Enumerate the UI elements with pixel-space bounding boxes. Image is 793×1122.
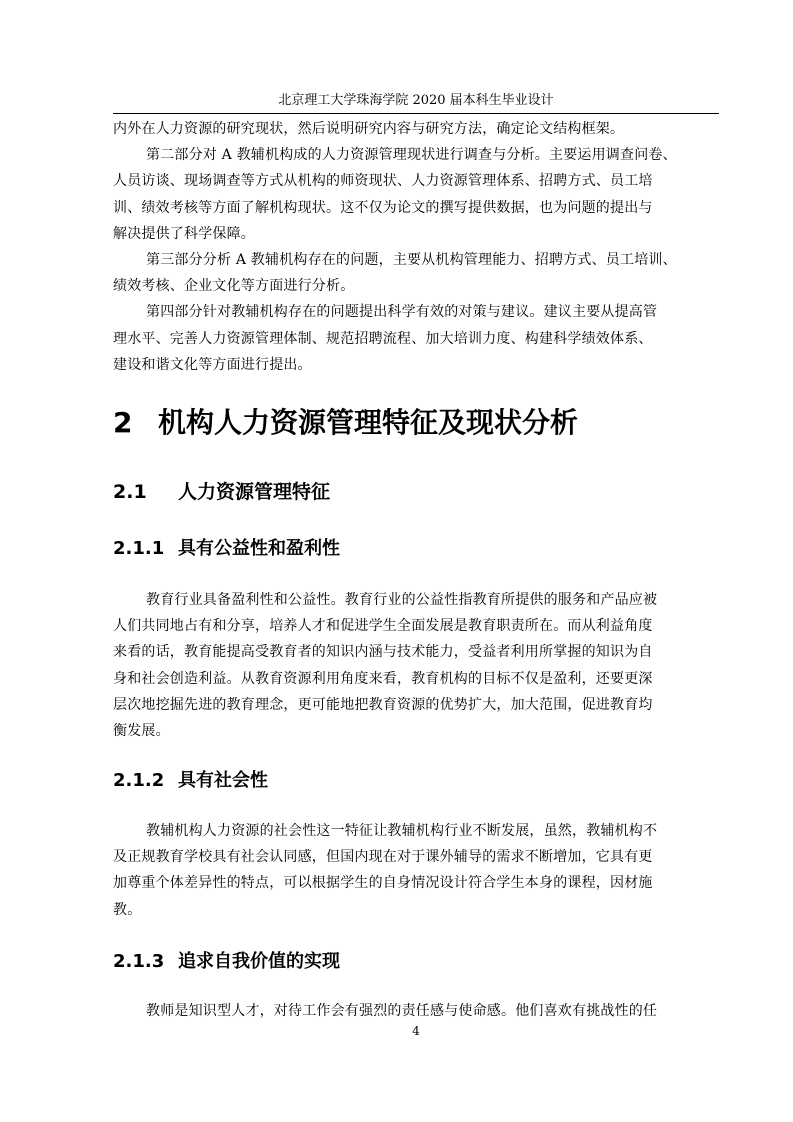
text-line: 教辅机构人力资源的社会性这一特征让教辅机构行业不断发展，虽然，教辅机构不 — [146, 823, 658, 839]
subsection-number: 2.1.2 — [113, 770, 165, 791]
text-line: 教育行业具备盈利性和公益性。教育行业的公益性指教育所提供的服务和产品应被 — [146, 592, 658, 608]
text-line: 解决提供了科学保障。 — [113, 225, 255, 242]
text-line: 内外在人力资源的研究现状，然后说明研究内容与研究方法，确定论文结构框架。 — [113, 121, 625, 137]
text-line: 教师是知识型人才，对待工作会有强烈的责任感与使命感。他们喜欢有挑战性的任 — [146, 1003, 658, 1019]
subsection-paragraph — [113, 818, 719, 923]
text-line: 衡发展。 — [113, 723, 170, 740]
subsection-title: 追求自我价值的实现 — [178, 951, 340, 972]
chapter-heading — [113, 402, 578, 444]
text-line: 绩效考核、企业文化等方面进行分析。 — [113, 278, 355, 295]
text-line: 及正规教育学校具有社会认同感，但国内现在对于课外辅导的需求不断增加，它具有更 — [113, 849, 653, 866]
text-line: 人们共同地占有和分享，培养人才和促进学生全面发展是教育职责所在。而从利益角度 — [113, 618, 653, 635]
text-line: 第二部分对 A 教辅机构成的人力资源管理现状进行调查与分析。主要运用调查问卷、 — [146, 147, 677, 164]
chapter-number: 2 — [113, 406, 133, 439]
text-line: 教。 — [113, 901, 142, 918]
subsection-number: 2.1.3 — [113, 951, 165, 972]
page-header: 北京理工大学珠海学院 2020 届本科生毕业设计 — [278, 93, 554, 108]
text-line: 训、绩效考核等方面了解机构现状。这不仅为论文的撰写提供数据，也为问题的提出与 — [113, 199, 653, 216]
text-line: 身和社会创造利益。从教育资源利用角度来看，教育机构的目标不仅是盈利，还要更深 — [113, 670, 653, 687]
text-line: 建设和谐文化等方面进行提出。 — [113, 356, 312, 373]
intro-paragraphs — [113, 116, 719, 378]
subsection-title: 具有社会性 — [178, 770, 268, 791]
text-line: 人员访谈、现场调查等方式从机构的师资现状、人力资源管理体系、招聘方式、员工培 — [113, 173, 653, 190]
section-title: 人力资源管理特征 — [178, 481, 331, 503]
text-line: 层次地挖掘先进的教育理念，更可能地把教育资源的优势扩大，加大范围，促进教育均 — [113, 696, 653, 713]
section-heading — [113, 478, 330, 506]
section-number: 2.1 — [113, 481, 147, 503]
subsection-paragraph — [113, 587, 719, 744]
text-line: 来看的话，教育能提高受教育者的知识内涵与技术能力，受益者利用所掌握的知识为自 — [113, 644, 653, 661]
header-rule — [113, 113, 719, 114]
subsection-heading — [113, 948, 340, 976]
subsection-paragraph — [113, 998, 719, 1024]
page-number: 4 — [412, 1024, 420, 1038]
subsection-title: 具有公益性和盈利性 — [178, 538, 340, 559]
text-line: 第三部分分析 A 教辅机构存在的问题，主要从机构管理能力、招聘方式、员工培训、 — [146, 252, 677, 269]
subsection-number: 2.1.1 — [113, 538, 165, 559]
chapter-title: 机构人力资源管理特征及现状分析 — [158, 406, 579, 439]
text-line: 加尊重个体差异性的特点，可以根据学生的自身情况设计符合学生本身的课程，因材施 — [113, 875, 653, 892]
subsection-heading — [113, 767, 268, 795]
text-line: 理水平、完善人力资源管理体制、规范招聘流程、加大培训力度、构建科学绩效体系、 — [113, 330, 653, 347]
text-line: 第四部分针对教辅机构存在的问题提出科学有效的对策与建议。建议主要从提高管 — [146, 304, 658, 321]
subsection-heading — [113, 535, 340, 563]
